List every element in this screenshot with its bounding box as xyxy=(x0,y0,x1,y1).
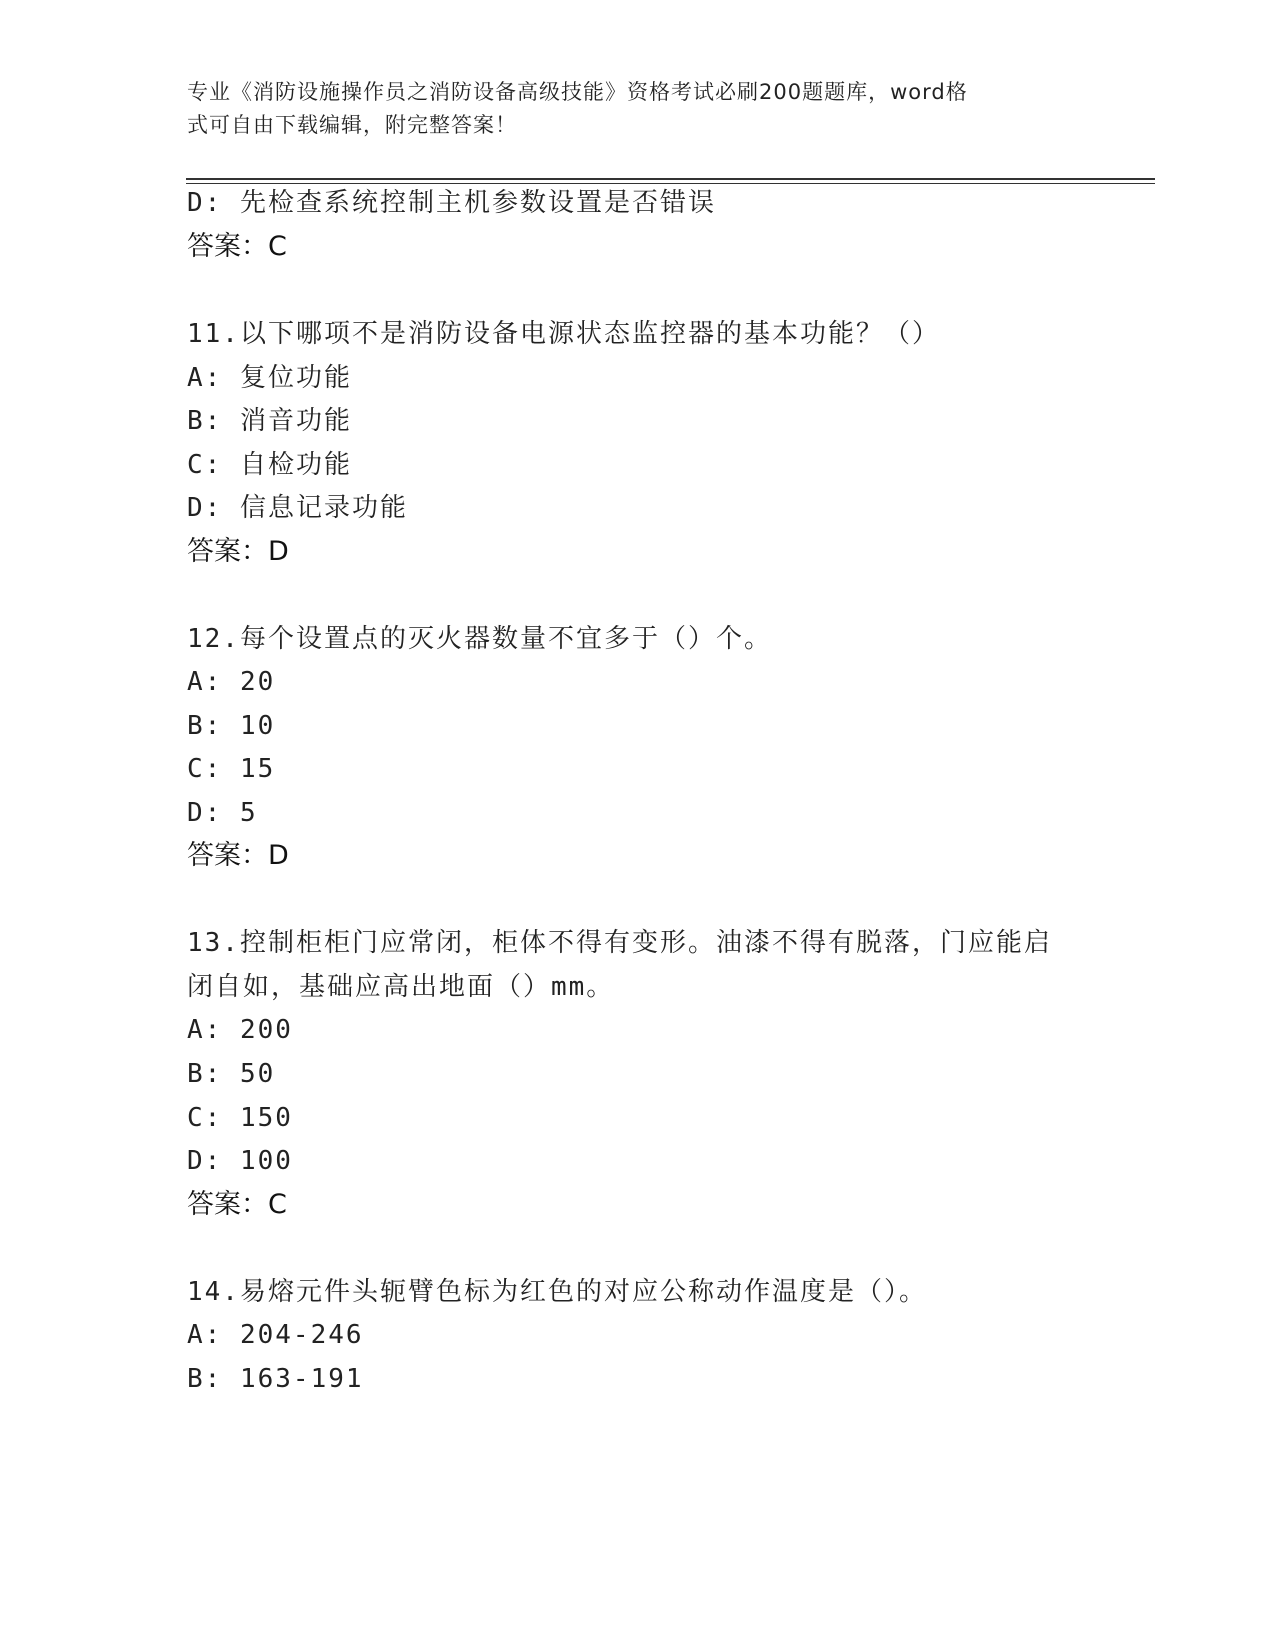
q11-option-b: B: 消音功能 xyxy=(187,406,352,436)
q11-stem: 11.以下哪项不是消防设备电源状态监控器的基本功能？（） xyxy=(187,319,940,349)
header-rule-thick xyxy=(186,178,1155,180)
q11-answer: 答案：D xyxy=(187,536,289,567)
q12-option-c: C: 15 xyxy=(187,754,276,784)
q13-stem-line-1: 13.控制柜柜门应常闭，柜体不得有变形。油漆不得有脱落，门应能启 xyxy=(187,928,1052,958)
header-line-1: 专业《消防设施操作员之消防设备高级技能》资格考试必刷200题题库，word格 xyxy=(187,80,968,104)
q12-answer: 答案：D xyxy=(187,840,289,871)
q13-option-b: B: 50 xyxy=(187,1059,276,1089)
q12-option-d: D: 5 xyxy=(187,798,258,828)
header-rule-thin xyxy=(186,183,1155,184)
q11-option-a: A: 复位功能 xyxy=(187,363,352,393)
document-header xyxy=(187,76,1067,142)
q11-option-d: D: 信息记录功能 xyxy=(187,493,408,523)
q13-option-a: A: 200 xyxy=(187,1015,293,1045)
q12-option-a: A: 20 xyxy=(187,667,276,697)
q11-option-c: C: 自检功能 xyxy=(187,450,352,480)
q13-option-d: D: 100 xyxy=(187,1146,293,1176)
q12-stem: 12.每个设置点的灭火器数量不宜多于（）个。 xyxy=(187,624,772,654)
prev-option-d: D: 先检查系统控制主机参数设置是否错误 xyxy=(187,188,716,218)
q13-option-c: C: 150 xyxy=(187,1103,293,1133)
q13-answer: 答案：C xyxy=(187,1189,287,1220)
q13-stem-line-2: 闭自如，基础应高出地面（）mm。 xyxy=(187,972,615,1002)
q14-option-a: A: 204-246 xyxy=(187,1320,364,1350)
prev-answer: 答案：C xyxy=(187,231,287,262)
q14-option-b: B: 163-191 xyxy=(187,1364,364,1394)
header-line-2: 式可自由下载编辑，附完整答案！ xyxy=(187,113,517,137)
q12-option-b: B: 10 xyxy=(187,711,276,741)
q14-stem: 14.易熔元件头轭臂色标为红色的对应公称动作温度是（）。 xyxy=(187,1277,927,1307)
